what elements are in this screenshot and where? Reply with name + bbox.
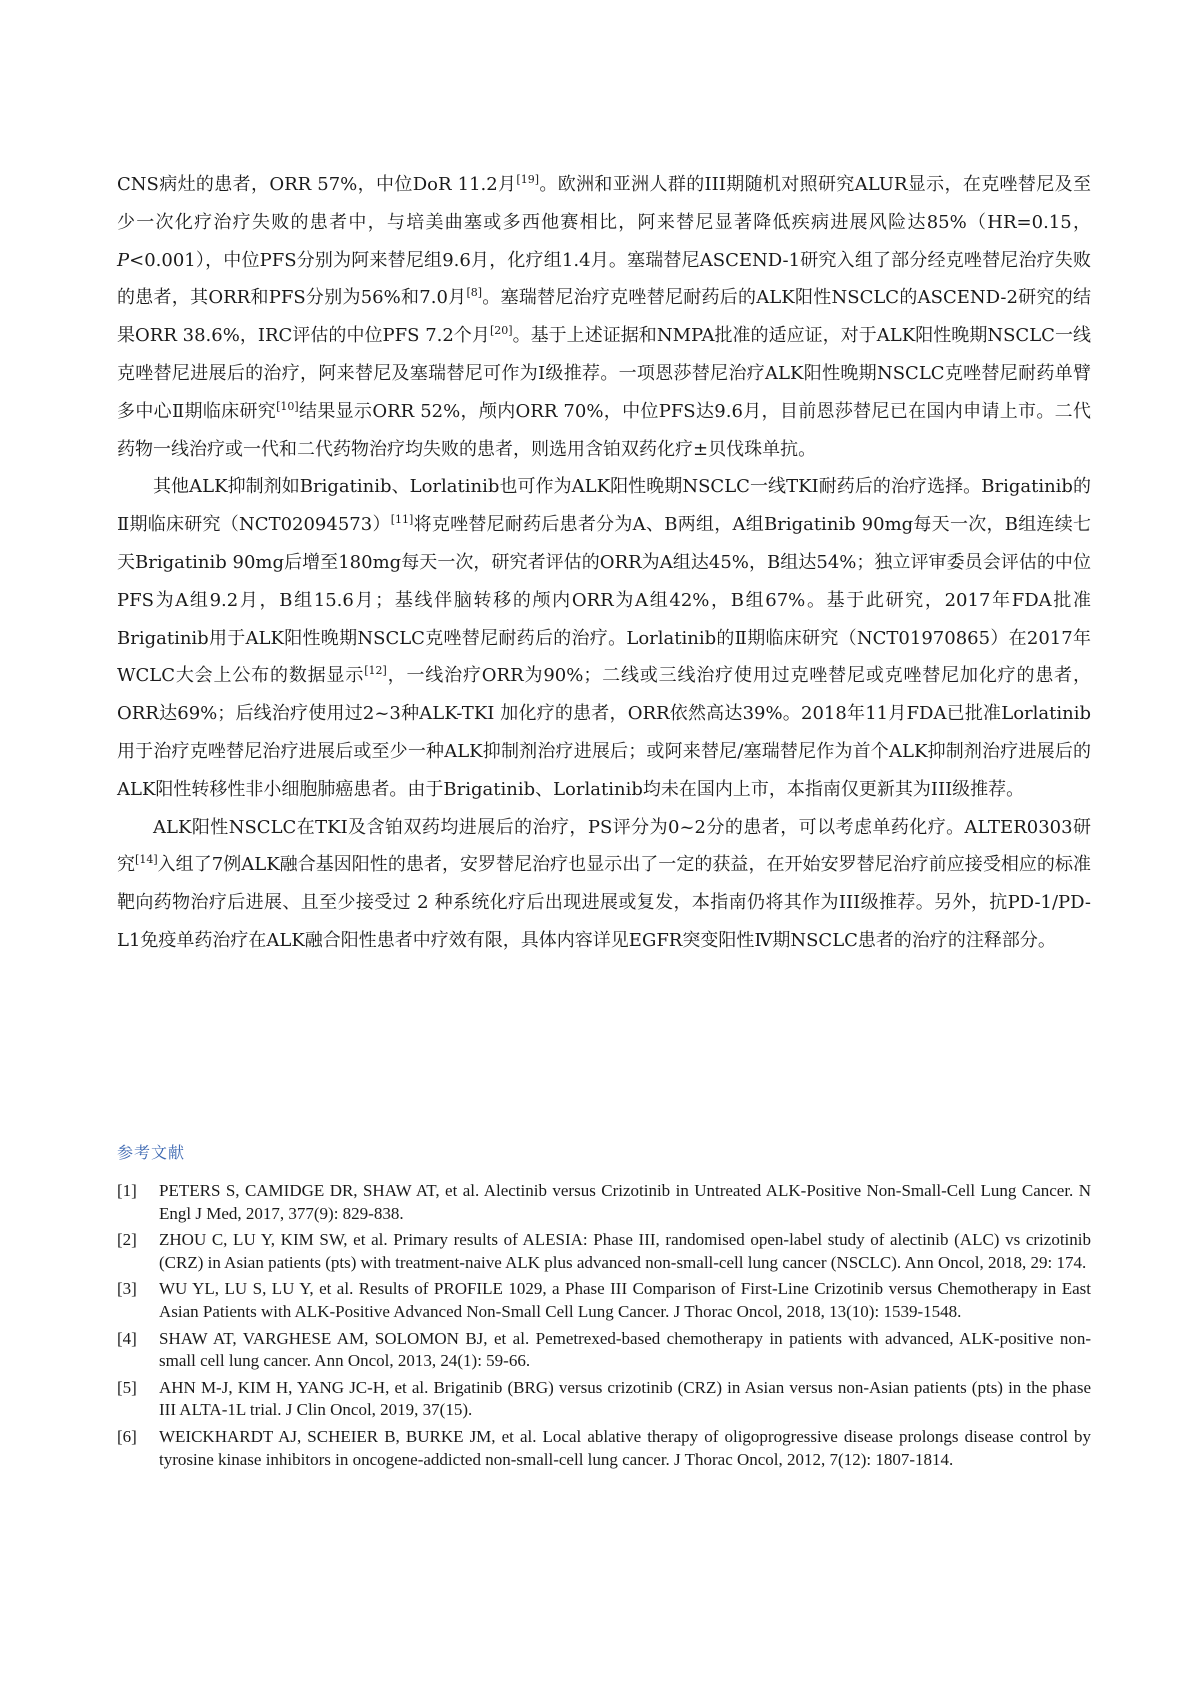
- text-run: 。欧洲和亚洲人群的III期随机对照研究ALUR显示，在克唑替尼及至少一次化疗治疗失败的患者中，与培美曲塞或多西他赛相比，阿来替尼显著降低疾病进展风险达85%（HR=0.15，: [117, 174, 1091, 233]
- text-run: ，一线治疗ORR为90%；二线或三线治疗使用过克唑替尼或克唑替尼加化疗的患者，ORR达69%；后线治疗使用过2~3种ALK-TKI 加化疗的患者，ORR依然高达39%。2018年11月FDA已批准Lorlatinib用于治疗克唑替尼治疗进展后或至少一种ALK抑制剂治疗进展后；或阿来替尼/塞瑞替尼作为首个ALK抑制剂治疗进展后的ALK阳性转移性非小细胞肺癌患者。由于Brigatinib、Lorlatinib均未在国内上市，本指南仅更新其为III级推荐。: [117, 665, 1092, 800]
- reference-item: [117, 1229, 1091, 1274]
- reference-number: [4]: [117, 1328, 137, 1348]
- text-run: 将克唑替尼耐药后患者分为A、B两组，A组Brigatinib 90mg每天一次，B组连续七天Brigatinib 90mg后增至180mg每天一次，研究者评估的ORR为A组达45%，B组达54%；独立评审委员会评估的中位PFS为A组9.2月，B组15.6月；基线伴脑转移的颅内ORR为A组42%，B组67%。基于此研究，2017年FDA批准Brigatinib用于ALK阳性晚期NSCLC克唑替尼耐药后的治疗。Lorlatinib的Ⅱ期临床研究（NCT01970865）在2017年WCLC大会上公布的数据显示: [117, 514, 1091, 687]
- reference-text: WEICKHARDT AJ, SCHEIER B, BURKE JM, et al. Local ablative therapy of oligoprogressive disease prolongs disease control by tyrosine kinase inhibitors in oncogene-addicted non-small-cell lung cancer. J Thorac Oncol, 2012, 7(12): 1807-1814.: [159, 1426, 1091, 1469]
- reference-number: [3]: [117, 1279, 137, 1299]
- reference-text: SHAW AT, VARGHESE AM, SOLOMON BJ, et al. Pemetrexed-based chemotherapy in patients with advanced, ALK-positive non-small cell lung cancer. Ann Oncol, 2013, 24(1): 59-66.: [159, 1328, 1091, 1371]
- text-run-italic: P: [117, 249, 130, 271]
- reference-number: [5]: [117, 1377, 137, 1397]
- paragraph-1: [117, 166, 1091, 468]
- references-heading: 参考文献: [117, 1143, 186, 1162]
- text-run: <0.001），中位PFS分别为阿来替尼组9.6月，化疗组1.4月。塞瑞替尼ASCEND-1研究入组了部分经克唑替尼治疗失败的患者，其ORR和PFS分别为56%和7.0月: [117, 249, 1091, 309]
- reference-number: [2]: [117, 1230, 137, 1250]
- citation: [8]: [466, 286, 483, 300]
- citation: [10]: [276, 399, 299, 413]
- reference-item: [117, 1328, 1091, 1373]
- reference-item: [117, 1278, 1091, 1323]
- paragraph-3: [117, 809, 1091, 960]
- citation: [20]: [489, 324, 513, 338]
- reference-number: [1]: [117, 1181, 137, 1200]
- reference-text: AHN M-J, KIM H, YANG JC-H, et al. Brigatinib (BRG) versus crizotinib (CRZ) in Asian versus non-Asian patients (pts) in the phase III ALTA-1L trial. J Clin Oncol, 2019, 37(15).: [159, 1377, 1091, 1420]
- reference-number: [6]: [117, 1426, 137, 1446]
- text-run: 入组了7例ALK融合基因阳性的患者，安罗替尼治疗也显示出了一定的获益，在开始安罗替尼治疗前应接受相应的标准靶向药物治疗后进展、且至少接受过 2 种系统化疗后出现进展或复发，本指南仍将其作为III级推荐。另外，抗PD-1/PD-L1免疫单药治疗在ALK融合阳性患者中疗效有限，具体内容详见EGFR突变阳性Ⅳ期NSCLC患者的治疗的注释部分。: [117, 854, 1091, 951]
- body-text: [117, 166, 1091, 960]
- text-run: CNS病灶的患者，ORR 57%，中位DoR 11.2月: [117, 174, 517, 195]
- citation: [14]: [135, 853, 158, 867]
- reference-item: [117, 1180, 1091, 1225]
- text-run: 结果显示ORR 52%，颅内ORR 70%，中位PFS达9.6月，目前恩莎替尼已在国内申请上市。二代药物一线治疗或一代和二代药物治疗均失败的患者，则选用含铂双药化疗±贝伐珠单抗。: [117, 400, 1091, 460]
- citation: [12]: [364, 664, 387, 678]
- reference-text: WU YL, LU S, LU Y, et al. Results of PROFILE 1029, a Phase III Comparison of First-Line Crizotinib versus Chemotherapy in East Asian Patients with ALK-Positive Advanced Non-Small Cell Lung Cancer. J Thorac Oncol, 2018, 13(10): 1539-1548.: [159, 1279, 1091, 1321]
- text-run: ALK阳性NSCLC在TKI及含铂双药均进展后的治疗，PS评分为0~2分的患者，可以考虑单药化疗。ALTER0303研究: [117, 816, 1091, 876]
- text-run: 。塞瑞替尼治疗克唑替尼耐药后的ALK阳性NSCLC的ASCEND-2研究的结果ORR 38.6%，IRC评估的中位PFS 7.2个月: [117, 287, 1091, 347]
- citation: [11]: [390, 513, 414, 527]
- citation: [19]: [516, 173, 539, 186]
- reference-item: [117, 1426, 1091, 1471]
- reference-item: [117, 1377, 1091, 1422]
- text-run: 。基于上述证据和NMPA批准的适应证，对于ALK阳性晚期NSCLC一线克唑替尼进展后的治疗，阿来替尼及塞瑞替尼可作为Ⅰ级推荐。一项恩莎替尼治疗ALK阳性晚期NSCLC克唑替尼耐药单臂多中心Ⅱ期临床研究: [117, 325, 1091, 422]
- reference-text: ZHOU C, LU Y, KIM SW, et al. Primary results of ALESIA: Phase III, randomised open-label study of alectinib (ALC) vs crizotinib (CRZ) in Asian patients (pts) with treatment-naive ALK plus advanced non-small-cell lung cancer (NSCLC). Ann Oncol, 2018, 29: 174.: [159, 1230, 1091, 1272]
- reference-list: [117, 1180, 1091, 1475]
- paragraph-2: [117, 468, 1091, 808]
- text-run: 其他ALK抑制剂如Brigatinib、Lorlatinib也可作为ALK阳性晚期NSCLC一线TKI耐药后的治疗选择。Brigatinib的Ⅱ期临床研究（NCT02094573）: [117, 476, 1091, 536]
- reference-text: PETERS S, CAMIDGE DR, SHAW AT, et al. Alectinib versus Crizotinib in Untreated ALK-Positive Non-Small-Cell Lung Cancer. N Engl J Med, 2017, 377(9): 829-838.: [159, 1181, 1091, 1223]
